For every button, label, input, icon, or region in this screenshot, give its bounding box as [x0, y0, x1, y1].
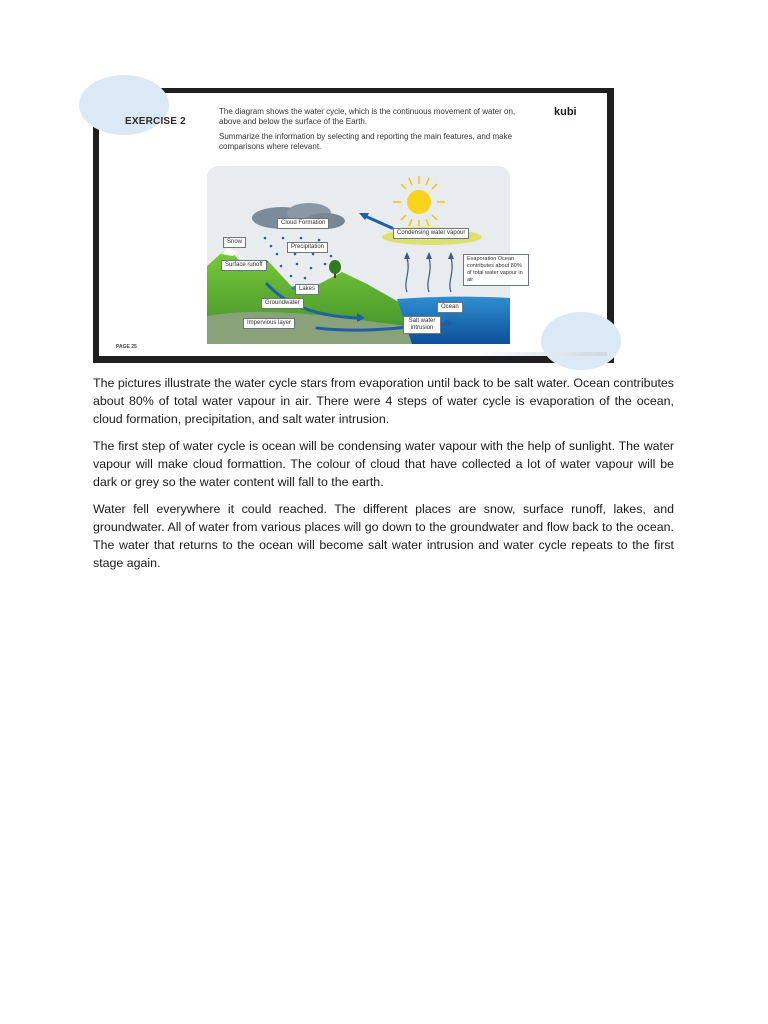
water-cycle-diagram — [207, 166, 523, 344]
exercise-instruction — [219, 107, 519, 157]
label-snow: Snow — [223, 237, 246, 248]
label-evaporation: Evaporation Ocean contributes about 80% of total water vapour in air — [463, 254, 529, 286]
brand-tagline: · · · · · · — [556, 119, 578, 123]
label-ocean: Ocean — [437, 302, 463, 313]
exercise-slide — [99, 93, 607, 356]
label-surface-runoff: Surface runoff — [221, 260, 267, 271]
essay-text — [93, 374, 674, 581]
exercise-label: EXERCISE 2 — [125, 116, 186, 127]
label-salt-water-intrusion: Salt water intrusion — [403, 316, 441, 334]
label-condensing-water-vapour: Condensing water vapour — [393, 228, 469, 239]
label-lakes: Lakes — [295, 284, 319, 295]
essay-paragraph: Water fell everywhere it could reached. The different places are snow, surface runoff, lakes, and groundwater. All of water from various places will go down to the groundwater and flow back to the ocean. The water that returns to the ocean will become salt water intrusion and water cycle repeats to the first stage again. — [93, 502, 674, 570]
label-cloud-formation: Cloud Formation — [277, 218, 329, 229]
decorative-blob — [541, 312, 621, 370]
label-groundwater: Groundwater — [261, 298, 304, 309]
exercise-image — [93, 88, 614, 363]
essay-paragraph: The pictures illustrate the water cycle stars from evaporation until back to be salt water. Ocean contributes about 80% of total water vapour in air. There were 4 steps of water cycle is evaporation of the ocean, cloud formation, precipitation, and salt water intrusion. — [93, 376, 674, 426]
decorative-strip — [479, 352, 607, 356]
instruction-line: The diagram shows the water cycle, which is the continuous movement of water on, above and below the surface of the Earth. — [219, 107, 516, 126]
label-precipitation: Precipitation — [287, 242, 328, 253]
sun-icon — [393, 176, 445, 228]
instruction-line: Summarize the information by selecting and reporting the main features, and make comparisons where relevant. — [219, 132, 513, 151]
essay-paragraph: The first step of water cycle is ocean will be condensing water vapour with the help of sunlight. The water vapour will make cloud formattion. The colour of cloud that have collected a lot of water vapour will be dark or grey so the water content will fall to the earth. — [93, 439, 674, 489]
brand-logo: kubi — [554, 106, 577, 118]
page-number: PAGE 25 — [116, 344, 137, 350]
label-impervious-layer: Impervious layer — [243, 318, 295, 329]
